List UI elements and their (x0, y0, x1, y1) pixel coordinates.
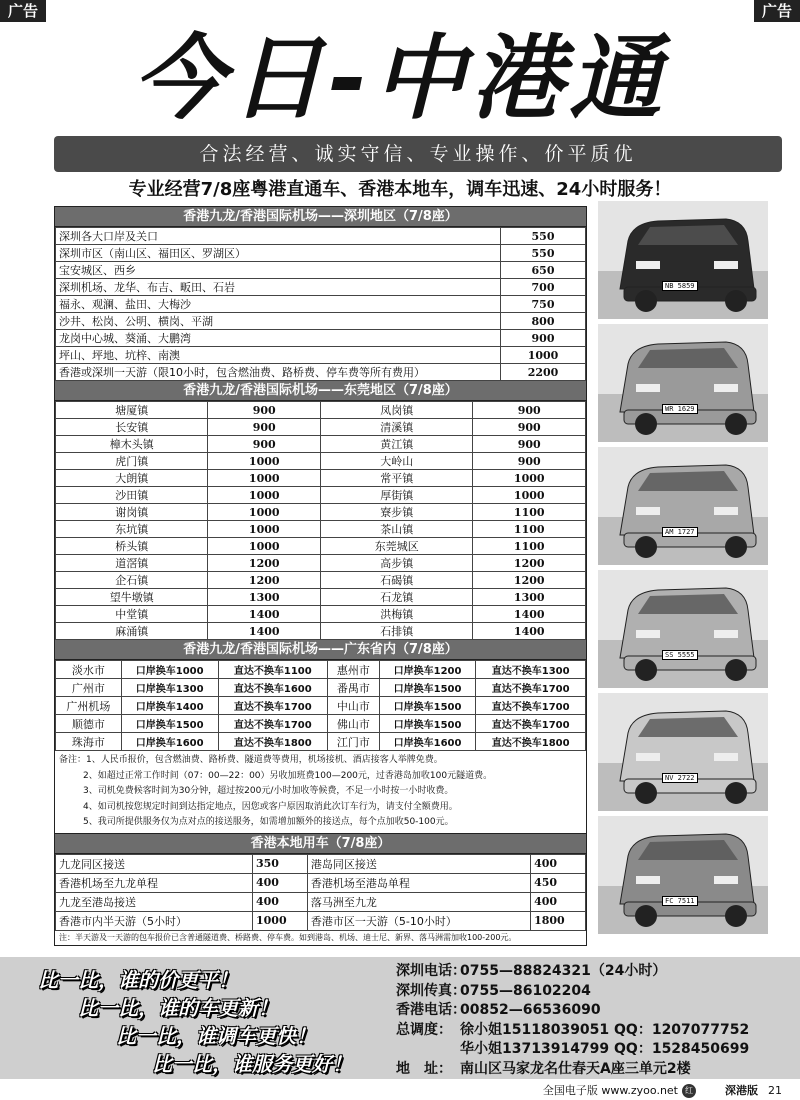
direct-price-cell: 直达不换车1100 (218, 661, 328, 679)
destination-cell: 宝安城区、西乡 (56, 262, 501, 279)
destination-cell: 谢岗镇 (56, 504, 208, 521)
sz-fax-label: 深圳传真： (396, 982, 466, 999)
price-cell: 550 (501, 245, 586, 262)
direct-price-cell: 直达不换车1600 (218, 679, 328, 697)
service-cell: 香港市区一天游（5-10小时） (307, 911, 530, 930)
note-line: 备注：1、人民币报价，包含燃油费、路桥费、隧道费等费用，机场接机、酒店接客人举牌免费。 (59, 755, 443, 765)
van-photo (598, 570, 768, 688)
price-cell: 900 (208, 419, 321, 436)
price-cell: 900 (473, 453, 586, 470)
destination-cell: 惠州市 (328, 661, 380, 679)
price-cell: 1000 (208, 453, 321, 470)
license-plate: AM 1727 (662, 527, 698, 537)
note-line: 5、我司所提供服务仅为点对点的接送服务，如需增加额外的接送点，每个点加收50-100元。 (83, 817, 454, 827)
price-cell: 900 (208, 436, 321, 453)
destination-cell: 石碣镇 (320, 572, 472, 589)
price-cell: 900 (208, 402, 321, 419)
hk-local-price-table (55, 854, 586, 931)
table-row (56, 572, 586, 589)
contact-info (396, 962, 796, 1079)
price-cell: 450 (531, 873, 586, 892)
table-row (56, 911, 586, 930)
dispatch-label: 总调度： (396, 1021, 452, 1038)
table-row (56, 470, 586, 487)
van-photo (598, 447, 768, 565)
destination-cell: 淡水市 (56, 661, 122, 679)
license-plate: NV 2722 (662, 773, 698, 783)
transfer-price-cell: 口岸换车1500 (379, 679, 476, 697)
license-plate: SS 5555 (662, 650, 698, 660)
destination-cell: 洪梅镇 (320, 606, 472, 623)
table-row (56, 589, 586, 606)
shenzhen-price-table (55, 227, 586, 381)
destination-cell: 石排镇 (320, 623, 472, 640)
footer-edition: 深港版 (725, 1084, 758, 1097)
price-cell: 1200 (208, 555, 321, 572)
service-cell: 香港机场至九龙单程 (56, 873, 253, 892)
address-label: 地 址： (396, 1060, 452, 1077)
headline: 专业经营7/8座粤港直通车、香港本地车，调车迅速、24小时服务！ (128, 179, 672, 200)
dispatch-2: 华小姐13713914799 QQ：1528450699 (460, 1041, 750, 1057)
dispatch-1: 徐小姐15118039051 QQ：1207077752 (460, 1021, 750, 1038)
price-cell: 1200 (473, 555, 586, 572)
table-row (56, 697, 586, 715)
transfer-price-cell: 口岸换车1300 (121, 679, 218, 697)
price-cell: 1400 (208, 623, 321, 640)
van-photo (598, 693, 768, 811)
price-cell: 1800 (531, 911, 586, 930)
table-row (56, 715, 586, 733)
destination-cell: 坪山、坪地、坑梓、南澳 (56, 347, 501, 364)
price-cell: 700 (501, 279, 586, 296)
price-cell: 1000 (473, 470, 586, 487)
direct-price-cell: 直达不换车1800 (476, 733, 586, 751)
table-row (56, 661, 586, 679)
price-cell: 1000 (473, 487, 586, 504)
transfer-price-cell: 口岸换车1000 (121, 661, 218, 679)
sz-fax: 0755—86102204 (460, 982, 591, 999)
price-cell: 1200 (473, 572, 586, 589)
table-row (56, 228, 586, 245)
service-cell: 九龙同区接送 (56, 854, 253, 873)
note-line: 2、如超过正常工作时间（07：00—22：00）另收加班费100—200元，过香港岛加收100元隧道费。 (83, 770, 493, 781)
transfer-price-cell: 口岸换车1500 (121, 715, 218, 733)
price-cell: 900 (501, 330, 586, 347)
table-row (56, 733, 586, 751)
destination-cell: 深圳机场、龙华、布吉、畈田、石岩 (56, 279, 501, 296)
price-cell: 1300 (473, 589, 586, 606)
table-row (56, 245, 586, 262)
slogan-bar: 合法经营、诚实守信、专业操作、价平质优 (54, 136, 782, 172)
price-cell: 1000 (501, 347, 586, 364)
destination-cell: 麻涌镇 (56, 623, 208, 640)
table-row (56, 487, 586, 504)
table-row (56, 364, 586, 381)
van-photo (598, 816, 768, 934)
destination-cell: 香港或深圳一天游（限10小时，包含燃油费、路桥费、停车费等所有费用） (56, 364, 501, 381)
note-line: 4、如司机按您规定时间到达指定地点，因您或客户原因取消此次订车行为，请支付全额费用。 (83, 801, 458, 812)
address: 南山区马家龙名仕春天A座三单元2楼 (460, 1060, 691, 1077)
vehicle-photos (598, 201, 768, 939)
compare-slogan-4: 比一比，谁服务更好！ (152, 1052, 352, 1076)
destination-cell: 中山市 (328, 697, 380, 715)
transfer-price-cell: 口岸换车1600 (379, 733, 476, 751)
section-dongguan-title: 香港九龙/香港国际机场——东莞地区（7/8座） (55, 381, 586, 401)
destination-cell: 企石镇 (56, 572, 208, 589)
price-cell: 650 (501, 262, 586, 279)
destination-cell: 凤岗镇 (320, 402, 472, 419)
destination-cell: 深圳各大口岸及关口 (56, 228, 501, 245)
notes-block (55, 751, 586, 834)
hk-local-footnote: 注：半天游及一天游的包车报价已含普通隧道费、桥路费、停车费。如到港岛、机场、迪士尼、新界、落马洲需加收100-200元。 (59, 932, 517, 942)
direct-price-cell: 直达不换车1800 (218, 733, 328, 751)
ad-label-left: 广告 (0, 0, 46, 22)
section-shenzhen-title: 香港九龙/香港国际机场——深圳地区（7/8座） (55, 207, 586, 227)
price-cell: 2200 (501, 364, 586, 381)
sz-tel: 0755—88824321（24小时） (460, 963, 667, 979)
table-row (56, 313, 586, 330)
destination-cell: 黄江镇 (320, 436, 472, 453)
page-title: 今日-中港通 (132, 25, 668, 132)
destination-cell: 东坑镇 (56, 521, 208, 538)
destination-cell: 塘厦镇 (56, 402, 208, 419)
sz-tel-label: 深圳电话： (396, 963, 466, 979)
direct-price-cell: 直达不换车1700 (476, 697, 586, 715)
destination-cell: 珠海市 (56, 733, 122, 751)
service-cell: 港岛同区接送 (307, 854, 530, 873)
destination-cell: 广州市 (56, 679, 122, 697)
table-row (56, 504, 586, 521)
price-cell: 1400 (208, 606, 321, 623)
destination-cell: 寮步镇 (320, 504, 472, 521)
price-cell: 1000 (208, 487, 321, 504)
table-row (56, 347, 586, 364)
table-row (56, 854, 586, 873)
price-cell: 350 (252, 854, 307, 873)
table-row (56, 521, 586, 538)
price-cell: 1000 (208, 521, 321, 538)
license-plate: WR 1629 (662, 404, 698, 414)
destination-cell: 虎门镇 (56, 453, 208, 470)
transfer-price-cell: 口岸换车1600 (121, 733, 218, 751)
price-cell: 1100 (473, 504, 586, 521)
direct-price-cell: 直达不换车1700 (476, 679, 586, 697)
license-plate: NB 5859 (662, 281, 698, 291)
guangdong-price-table (55, 660, 586, 751)
destination-cell: 常平镇 (320, 470, 472, 487)
table-row (56, 262, 586, 279)
destination-cell: 桥头镇 (56, 538, 208, 555)
price-cell: 1400 (473, 623, 586, 640)
destination-cell: 福永、观澜、盐田、大梅沙 (56, 296, 501, 313)
ad-label-right: 广告 (754, 0, 800, 22)
footer-logo-icon: 红 (682, 1084, 696, 1098)
destination-cell: 高步镇 (320, 555, 472, 572)
destination-cell: 沙田镇 (56, 487, 208, 504)
destination-cell: 顺德市 (56, 715, 122, 733)
price-cell: 900 (473, 436, 586, 453)
service-cell: 香港市内半天游（5小时） (56, 911, 253, 930)
direct-price-cell: 直达不换车1700 (218, 715, 328, 733)
direct-price-cell: 直达不换车1700 (476, 715, 586, 733)
compare-slogan-2: 比一比，谁的车更新！ (78, 996, 278, 1020)
table-row (56, 436, 586, 453)
service-cell: 九龙至港岛接送 (56, 892, 253, 911)
compare-slogan-3: 比一比，谁调车更快！ (116, 1024, 316, 1048)
destination-cell: 广州机场 (56, 697, 122, 715)
destination-cell: 樟木头镇 (56, 436, 208, 453)
service-cell: 香港机场至港岛单程 (307, 873, 530, 892)
destination-cell: 厚街镇 (320, 487, 472, 504)
table-row (56, 296, 586, 313)
section-guangdong-title: 香港九龙/香港国际机场——广东省内（7/8座） (55, 640, 586, 660)
section-hk-local-title: 香港本地用车（7/8座） (55, 834, 586, 854)
price-cell: 1200 (208, 572, 321, 589)
direct-price-cell: 直达不换车1300 (476, 661, 586, 679)
destination-cell: 番禺市 (328, 679, 380, 697)
destination-cell: 深圳市区（南山区、福田区、罗湖区） (56, 245, 501, 262)
transfer-price-cell: 口岸换车1500 (379, 697, 476, 715)
table-row (56, 892, 586, 911)
price-cell: 900 (473, 402, 586, 419)
table-row (56, 555, 586, 572)
page-number: 21 (768, 1084, 782, 1097)
direct-price-cell: 直达不换车1700 (218, 697, 328, 715)
hk-tel-label: 香港电话： (396, 1002, 466, 1018)
table-row (56, 679, 586, 697)
destination-cell: 长安镇 (56, 419, 208, 436)
price-cell: 1000 (208, 470, 321, 487)
compare-slogan-1: 比一比，谁的价更平！ (38, 968, 238, 992)
destination-cell: 清溪镇 (320, 419, 472, 436)
transfer-price-cell: 口岸换车1200 (379, 661, 476, 679)
transfer-price-cell: 口岸换车1400 (121, 697, 218, 715)
destination-cell: 佛山市 (328, 715, 380, 733)
note-line: 3、司机免费候客时间为30分钟，超过按200元/小时加收等候费，不足一小时按一小时收费。 (83, 786, 454, 796)
hk-tel: 00852—66536090 (460, 1002, 601, 1018)
price-cell: 750 (501, 296, 586, 313)
price-cell: 400 (252, 892, 307, 911)
destination-cell: 道滘镇 (56, 555, 208, 572)
transfer-price-cell: 口岸换车1500 (379, 715, 476, 733)
footer-site: 全国电子版 www.zyoo.net (542, 1084, 678, 1097)
price-cell: 1400 (473, 606, 586, 623)
table-row (56, 419, 586, 436)
price-cell: 1300 (208, 589, 321, 606)
table-row (56, 538, 586, 555)
destination-cell: 龙岗中心城、葵涌、大鹏湾 (56, 330, 501, 347)
destination-cell: 石龙镇 (320, 589, 472, 606)
price-cell: 1100 (473, 521, 586, 538)
page-footer (0, 1082, 800, 1100)
dongguan-price-table (55, 401, 586, 640)
destination-cell: 大岭山 (320, 453, 472, 470)
table-row (56, 623, 586, 640)
service-cell: 落马洲至九龙 (307, 892, 530, 911)
destination-cell: 茶山镇 (320, 521, 472, 538)
van-photo (598, 201, 768, 319)
destination-cell: 沙井、松岗、公明、横岗、平湖 (56, 313, 501, 330)
table-row (56, 453, 586, 470)
price-cell: 1000 (252, 911, 307, 930)
price-cell: 900 (473, 419, 586, 436)
table-row (56, 873, 586, 892)
price-cell: 800 (501, 313, 586, 330)
destination-cell: 东莞城区 (320, 538, 472, 555)
table-row (56, 402, 586, 419)
destination-cell: 大朗镇 (56, 470, 208, 487)
price-cell: 1000 (208, 504, 321, 521)
price-cell: 400 (531, 892, 586, 911)
price-cell: 550 (501, 228, 586, 245)
destination-cell: 望牛墩镇 (56, 589, 208, 606)
price-cell: 400 (531, 854, 586, 873)
table-row (56, 279, 586, 296)
price-cell: 400 (252, 873, 307, 892)
destination-cell: 江门市 (328, 733, 380, 751)
table-row (56, 606, 586, 623)
table-row (56, 330, 586, 347)
price-cell: 1000 (208, 538, 321, 555)
license-plate: FC 7511 (662, 896, 698, 906)
destination-cell: 中堂镇 (56, 606, 208, 623)
van-photo (598, 324, 768, 442)
price-cell: 1100 (473, 538, 586, 555)
price-tables (54, 206, 587, 946)
